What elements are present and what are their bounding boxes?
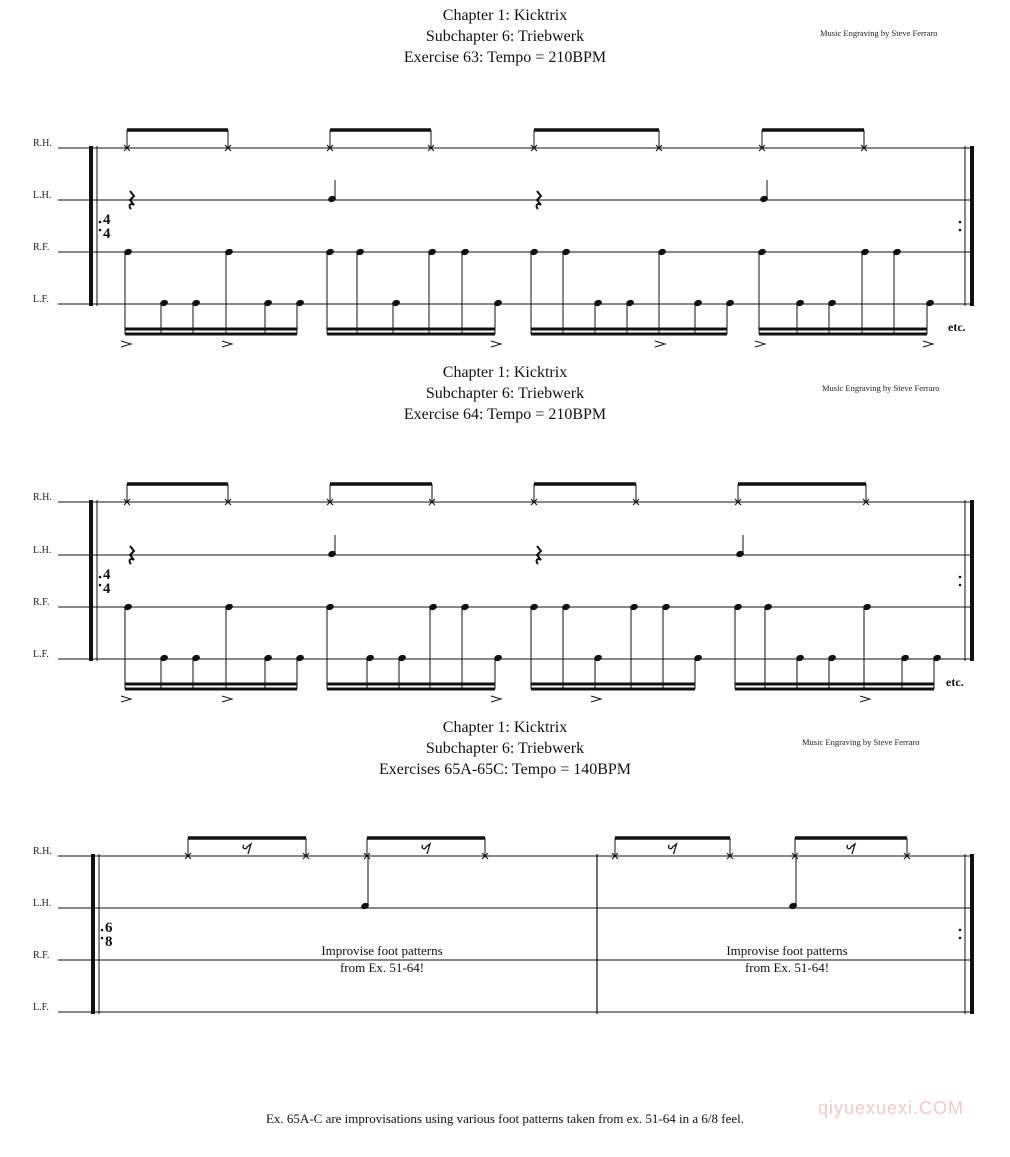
footnote: Ex. 65A-C are improvisations using various foot patterns taken from ex. 51-64 in a 6/8 feel.	[265, 1111, 744, 1126]
subchapter-title: Subchapter 6: Triebwerk	[425, 28, 585, 45]
repeat-dot	[959, 937, 962, 940]
repeat-dot	[959, 221, 962, 224]
engraving-credit: Music Engraving by Steve Ferraro	[802, 737, 920, 747]
subchapter-title: Subchapter 6: Triebwerk	[425, 740, 585, 757]
staff-label: R.F.	[33, 242, 50, 253]
time-signature-bottom: 8	[105, 934, 113, 950]
repeat-dot	[959, 584, 962, 587]
accent-mark	[755, 341, 765, 347]
repeat-dot	[101, 929, 104, 932]
time-signature-top: 4	[103, 567, 111, 583]
accent-mark	[121, 696, 131, 702]
accent-mark	[491, 341, 501, 347]
accent-mark	[923, 341, 933, 347]
accent-mark	[222, 696, 232, 702]
repeat-dot	[99, 221, 102, 224]
time-signature-top: 6	[105, 920, 113, 936]
watermark-logo: qiyuexuexi.COM	[818, 1098, 965, 1118]
eighth-rest	[847, 844, 855, 854]
etc-label: etc.	[946, 675, 964, 689]
exercise-title: Exercise 64: Tempo = 210BPM	[403, 406, 607, 423]
improvise-text: from Ex. 51-64!	[339, 960, 425, 975]
eighth-rest	[243, 844, 251, 854]
subchapter-title: Subchapter 6: Triebwerk	[425, 385, 585, 402]
staff-label: R.F.	[33, 597, 50, 608]
staff-label: L.F.	[33, 649, 49, 660]
eighth-rest	[669, 844, 677, 854]
chapter-title: Chapter 1: Kicktrix	[442, 364, 568, 381]
time-signature-bottom: 4	[103, 226, 111, 242]
staff-label: L.H.	[33, 898, 52, 909]
etc-label: etc.	[948, 320, 966, 334]
accent-mark	[591, 696, 601, 702]
chapter-title: Chapter 1: Kicktrix	[442, 7, 568, 24]
exercise-title: Exercises 65A-65C: Tempo = 140BPM	[378, 761, 632, 778]
improvise-text: Improvise foot patterns	[726, 943, 848, 958]
repeat-dot	[99, 576, 102, 579]
staff-label: R.H.	[33, 492, 52, 503]
accent-mark	[121, 341, 131, 347]
improvise-text: from Ex. 51-64!	[744, 960, 830, 975]
engraving-credit: Music Engraving by Steve Ferraro	[820, 28, 938, 38]
exercise-title: Exercise 63: Tempo = 210BPM	[403, 49, 607, 66]
improvise-text: Improvise foot patterns	[321, 943, 443, 958]
time-signature-bottom: 4	[103, 581, 111, 597]
staff-label: L.F.	[33, 1002, 49, 1013]
staff-label: L.H.	[33, 545, 52, 556]
repeat-dot	[959, 576, 962, 579]
chapter-title: Chapter 1: Kicktrix	[442, 719, 568, 736]
repeat-dot	[99, 584, 102, 587]
accent-mark	[222, 341, 232, 347]
staff-label: R.F.	[33, 950, 50, 961]
staff-label: L.H.	[33, 190, 52, 201]
repeat-dot	[101, 937, 104, 940]
staff-label: R.H.	[33, 138, 52, 149]
accent-mark	[655, 341, 665, 347]
accent-mark	[491, 696, 501, 702]
engraving-credit: Music Engraving by Steve Ferraro	[822, 383, 940, 393]
repeat-dot	[99, 229, 102, 232]
repeat-dot	[959, 229, 962, 232]
staff-label: L.F.	[33, 294, 49, 305]
time-signature-top: 4	[103, 212, 111, 228]
staff-label: R.H.	[33, 846, 52, 857]
repeat-dot	[959, 929, 962, 932]
eighth-rest	[422, 844, 430, 854]
accent-mark	[860, 696, 870, 702]
